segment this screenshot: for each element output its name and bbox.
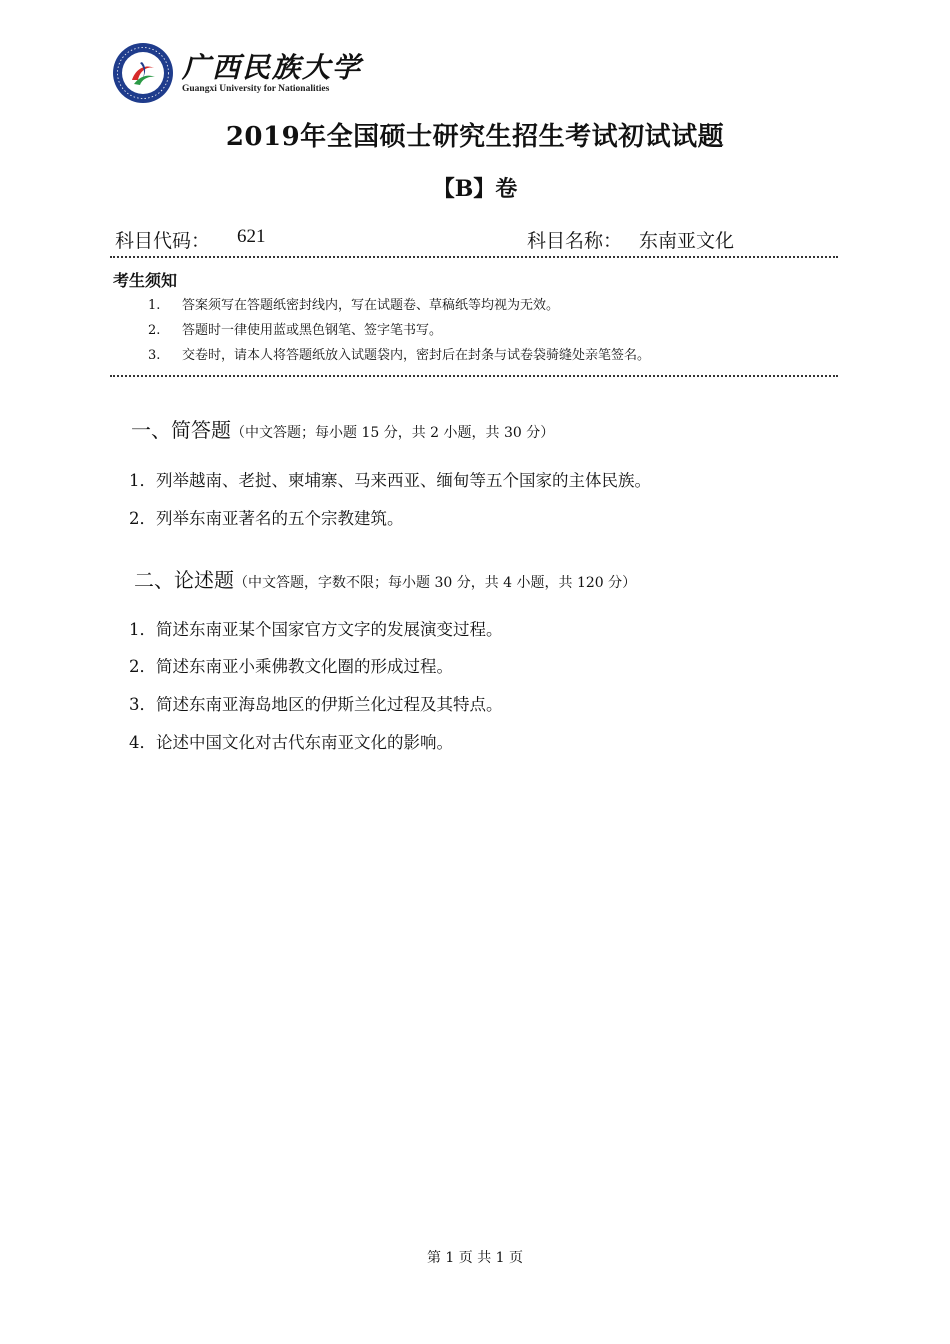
- notice-item-text: 答案须写在答题纸密封线内，写在试题卷、草稿纸等均视为无效。: [182, 298, 560, 313]
- notice-title: 考生须知: [113, 271, 178, 290]
- subject-code-label: 科目代码：: [115, 230, 211, 252]
- notice-item-number: 3.: [148, 348, 161, 363]
- subject-name-label: 科目名称：: [527, 230, 623, 252]
- exam-title: 2019年全国硕士研究生招生考试初试试题: [225, 122, 725, 152]
- section-heading: 一、简答题: [131, 418, 231, 442]
- question-item: 2．列举东南亚著名的五个宗教建筑。: [129, 509, 404, 528]
- section-heading: 二、论述题: [134, 568, 234, 592]
- notice-item-number: 1.: [148, 298, 161, 313]
- university-seal-icon: [112, 42, 174, 104]
- section-note: （中文答题；每小题 15 分，共 2 小题，共 30 分）: [231, 425, 555, 441]
- divider-top: [110, 256, 838, 258]
- subject-name: 东南亚文化: [639, 230, 735, 252]
- university-name-en: Guangxi University for Nationalities: [182, 84, 330, 94]
- question-item: 3．简述东南亚海岛地区的伊斯兰化过程及其特点。: [129, 695, 503, 714]
- question-item: 1．列举越南、老挝、柬埔寨、马来西亚、缅甸等五个国家的主体民族。: [129, 471, 651, 490]
- page-number: 第 1 页 共 1 页: [426, 1250, 524, 1266]
- divider-bottom: [110, 375, 838, 377]
- notice-item-text: 交卷时，请本人将答题纸放入试题袋内，密封后在封条与试卷袋骑缝处亲笔签名。: [182, 348, 651, 363]
- question-item: 4．论述中国文化对古代东南亚文化的影响。: [129, 733, 453, 752]
- notice-item: [148, 319, 442, 338]
- university-name-cn: 广西民族大学: [182, 51, 363, 84]
- paper-version: 【B】卷: [432, 176, 518, 202]
- section-note: （中文答题，字数不限；每小题 30 分，共 4 小题，共 120 分）: [234, 575, 637, 591]
- notice-item: [148, 294, 559, 313]
- subject-row: [115, 226, 835, 252]
- notice-item-number: 2.: [148, 323, 161, 338]
- subject-code: 621: [237, 226, 266, 247]
- section-title: [134, 564, 636, 593]
- university-logo: [112, 42, 372, 106]
- notice-item: [148, 344, 650, 363]
- notice-item-text: 答题时一律使用蓝或黑色钢笔、签字笔书写。: [182, 323, 443, 338]
- section-title: [131, 414, 554, 443]
- question-item: 2．简述东南亚小乘佛教文化圈的形成过程。: [129, 657, 453, 676]
- question-item: 1．简述东南亚某个国家官方文字的发展演变过程。: [129, 620, 503, 639]
